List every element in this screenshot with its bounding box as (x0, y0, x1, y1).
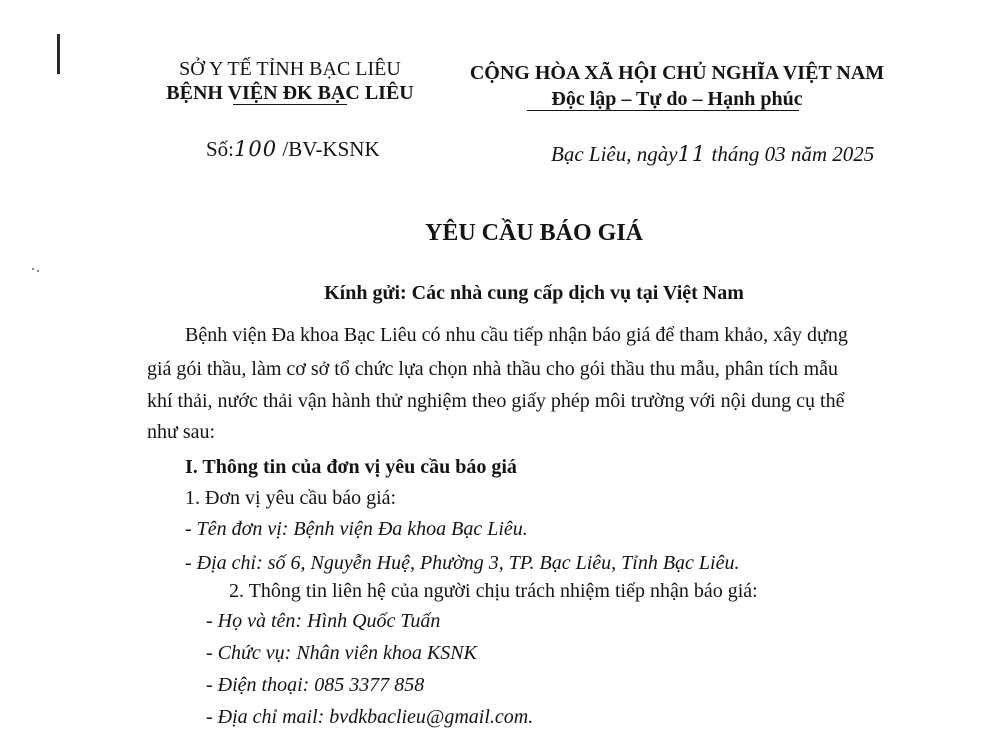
issue-date (551, 141, 874, 168)
issue-date-prefix: Bạc Liêu, ngày (551, 142, 678, 166)
recipient-line: Kính gửi: Các nhà cung cấp dịch vụ tại Việt Nam (324, 282, 744, 304)
scan-mark (57, 34, 60, 74)
motto-underline (527, 110, 799, 111)
document-number-prefix: Số: (206, 137, 235, 161)
department-name: SỞ Y TẾ TỈNH BẠC LIÊU (179, 58, 401, 80)
section-heading: I. Thông tin của đơn vị yêu cầu báo giá (185, 456, 517, 478)
scan-speck (37, 270, 39, 272)
scan-speck (32, 268, 34, 270)
subsection-title: 1. Đơn vị yêu cầu báo giá: (185, 487, 397, 509)
subsection-title: 2. Thông tin liên hệ của người chịu trách nhiệm tiếp nhận báo giá: (229, 580, 758, 602)
country-name: CỘNG HÒA XÃ HỘI CHỦ NGHĨA VIỆT NAM (469, 62, 885, 84)
issue-date-suffix: tháng 03 năm 2025 (706, 142, 875, 166)
document-title: YÊU CẦU BÁO GIÁ (424, 220, 643, 246)
issue-date-handwritten-day: 11 (677, 142, 707, 166)
motto: Độc lập – Tự do – Hạnh phúc (551, 88, 803, 110)
contact-name: - Họ và tên: Hình Quốc Tuấn (206, 610, 441, 632)
contact-phone: - Điện thoại: 085 3377 858 (206, 674, 425, 696)
contact-email: - Địa chỉ mail: bvdkbaclieu@gmail.com. (206, 706, 534, 728)
document-number-handwritten: 100 (234, 137, 278, 161)
contact-position: - Chức vụ: Nhân viên khoa KSNK (206, 642, 477, 664)
intro-line: như sau: (147, 421, 216, 443)
unit-address: - Địa chỉ: số 6, Nguyễn Huệ, Phường 3, TP. Bạc Liêu, Tỉnh Bạc Liêu. (185, 552, 740, 574)
hospital-underline (233, 104, 347, 105)
unit-name: - Tên đơn vị: Bệnh viện Đa khoa Bạc Liêu. (185, 518, 528, 540)
hospital-name: BỆNH VIỆN ĐK BẠC LIÊU (166, 82, 414, 104)
intro-line: giá gói thầu, làm cơ sở tổ chức lựa chọn nhà thầu cho gói thầu thu mẫu, phân tích mẫu (147, 358, 838, 380)
intro-line: Bệnh viện Đa khoa Bạc Liêu có nhu cầu tiếp nhận báo giá để tham khảo, xây dựng (185, 324, 848, 346)
intro-line: khí thải, nước thải vận hành thử nghiệm theo giấy phép môi trường với nội dung cụ thể (147, 390, 845, 412)
document-number-suffix: /BV-KSNK (277, 137, 380, 161)
document-number (206, 136, 380, 163)
